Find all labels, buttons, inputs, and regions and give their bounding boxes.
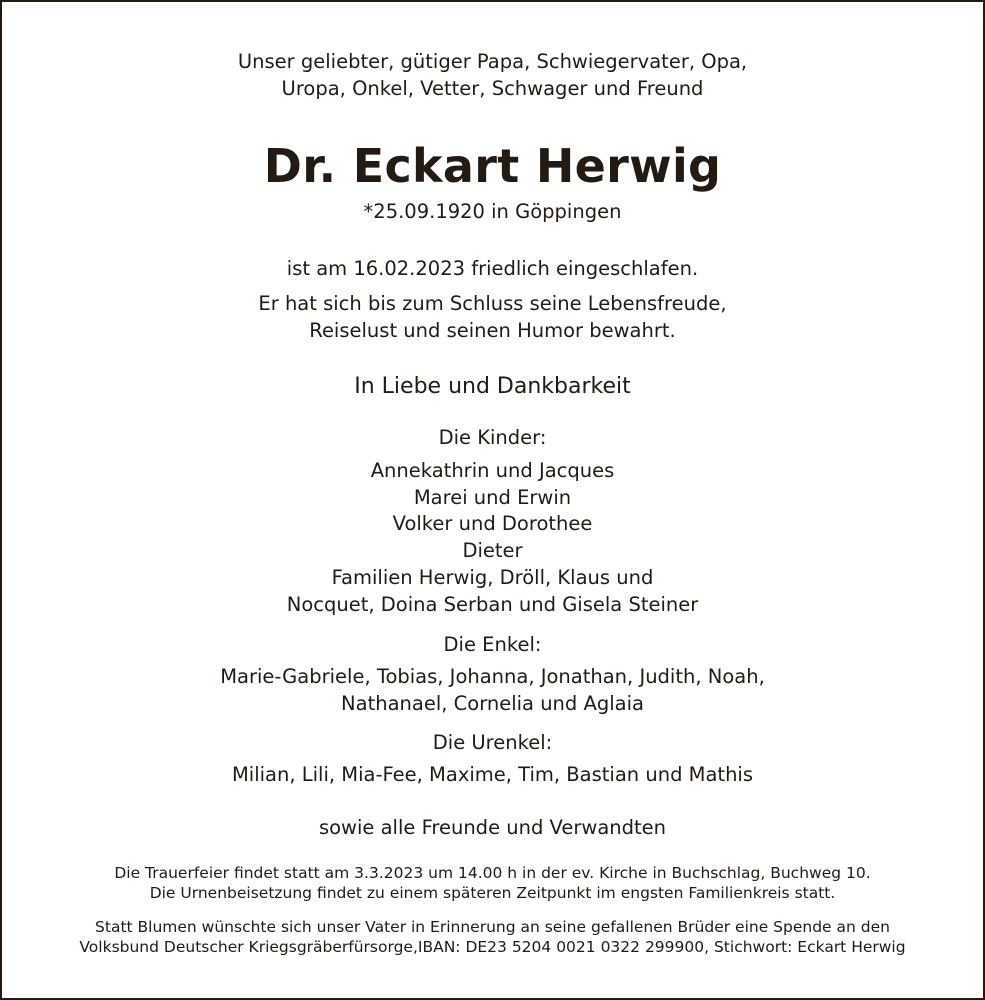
children-line: Familien Herwig, Dröll, Klaus und	[331, 566, 654, 589]
birth-date: *25.09.1920 in Göppingen	[363, 200, 622, 223]
intro-line-2: Uropa, Onkel, Vetter, Schwager und Freund	[281, 77, 704, 100]
farewell-line: In Liebe und Dankbarkeit	[354, 374, 631, 399]
children-line: Nocquet, Doina Serban und Gisela Steiner	[286, 593, 699, 616]
deceased-name: Dr. Eckart Herwig	[263, 139, 722, 193]
children-line: Volker und Dorothee	[392, 512, 593, 535]
tribute-line-1: Er hat sich bis zum Schluss seine Lebensfreude,	[258, 292, 727, 315]
grandchildren-line: Nathanael, Cornelia und Aglaia	[341, 692, 644, 715]
children-heading: Die Kinder:	[438, 426, 547, 449]
donation-line-2: Volksbund Deutscher Kriegsgräberfürsorge,IBAN: DE23 5204 0021 0322 299900, Stichwort: Eckart Herwig	[79, 938, 906, 956]
children-line: Marei und Erwin	[413, 486, 572, 509]
ceremony-line-2: Die Urnenbeisetzung findet zu einem späteren Zeitpunkt im engsten Familienkreis statt.	[149, 884, 836, 902]
grandchildren-heading: Die Enkel:	[443, 633, 542, 656]
children-line: Annekathrin und Jacques	[370, 459, 615, 482]
intro-line-1: Unser geliebter, gütiger Papa, Schwiegervater, Opa,	[237, 50, 748, 73]
donation-line-1: Statt Blumen wünschte sich unser Vater in Erinnerung an seine gefallenen Brüder eine Spende an den	[95, 918, 890, 936]
great-grandchildren-line: Milian, Lili, Mia-Fee, Maxime, Tim, Bastian und Mathis	[231, 763, 753, 786]
children-line: Dieter	[462, 539, 523, 562]
great-grandchildren-heading: Die Urenkel:	[432, 731, 553, 754]
grandchildren-line: Marie-Gabriele, Tobias, Johanna, Jonathan, Judith, Noah,	[220, 665, 765, 688]
ceremony-line-1: Die Trauerfeier findet statt am 3.3.2023 um 14.00 h in der ev. Kirche in Buchschlag, Buchweg 10.	[114, 864, 871, 882]
friends-line: sowie alle Freunde und Verwandten	[318, 816, 667, 839]
death-notice: ist am 16.02.2023 friedlich eingeschlafen.	[286, 257, 699, 280]
tribute-line-2: Reiselust und seinen Humor bewahrt.	[309, 319, 676, 342]
